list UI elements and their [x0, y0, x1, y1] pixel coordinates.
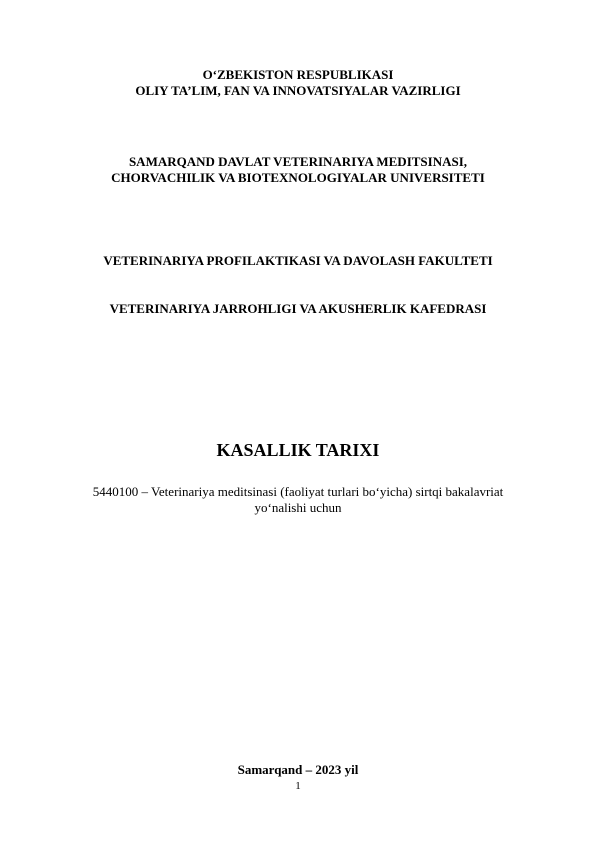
department-name: VETERINARIYA JARROHLIGI VA AKUSHERLIK KAFEDRASI: [109, 301, 487, 316]
page-number: 1: [295, 780, 301, 792]
faculty-name: VETERINARIYA PROFILAKTIKASI VA DAVOLASH FAKULTETI: [103, 253, 493, 268]
university-line-2: CHORVACHILIK VA BIOTEXNOLOGIYALAR UNIVERSITETI: [111, 170, 485, 185]
subtitle-line-1: 5440100 – Veterinariya meditsinasi (faoliyat turlari bo‘yicha) sirtqi bakalavriat: [92, 484, 504, 499]
document-title: KASALLIK TARIXI: [216, 440, 380, 460]
university-line-1: SAMARQAND DAVLAT VETERINARIYA MEDITSINASI,: [128, 154, 468, 169]
ministry-line-2: OLIY TA’LIM, FAN VA INNOVATSIYALAR VAZIRLIGI: [135, 83, 461, 98]
subtitle-line-2: yo‘nalishi uchun: [254, 500, 342, 515]
place-year: Samarqand – 2023 yil: [237, 762, 359, 777]
ministry-line-1: O‘ZBEKISTON RESPUBLIKASI: [202, 67, 394, 82]
